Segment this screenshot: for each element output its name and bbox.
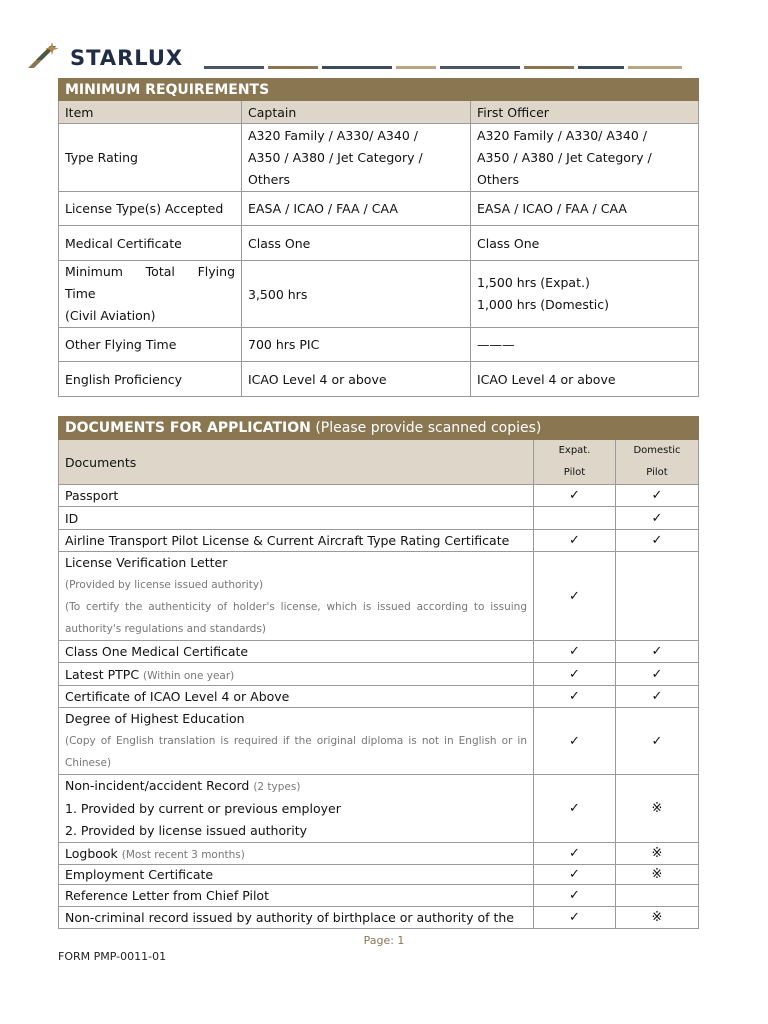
document-label: Logbook (Most recent 3 months) — [59, 843, 534, 865]
table-row — [59, 663, 699, 686]
table-row — [59, 686, 699, 708]
table-row — [59, 907, 699, 929]
captain-cell: 3,500 hrs — [242, 261, 471, 328]
captain-cell: Class One — [242, 226, 471, 261]
col-header-documents: Documents — [59, 440, 534, 485]
table-row — [59, 641, 699, 663]
requirements-title: MINIMUM REQUIREMENTS — [59, 79, 699, 101]
table-row — [59, 708, 699, 775]
expat-check-icon: ✓ — [534, 530, 616, 552]
form-number: FORM PMP-0011-01 — [58, 950, 167, 963]
documents-table — [58, 416, 699, 929]
documents-title: DOCUMENTS FOR APPLICATION (Please provide scanned copies) — [59, 417, 699, 440]
item-cell: Type Rating — [59, 124, 242, 192]
domestic-note-mark-icon: ※ — [616, 907, 699, 929]
first-officer-cell: Class One — [471, 226, 699, 261]
table-row — [59, 843, 699, 865]
table-row — [59, 261, 699, 328]
expat-check-icon: ✓ — [534, 843, 616, 865]
domestic-check-icon: ✓ — [616, 708, 699, 775]
item-cell: License Type(s) Accepted — [59, 192, 242, 226]
domestic-check-icon: ✓ — [616, 530, 699, 552]
header-stripes — [204, 66, 682, 70]
document-label: License Verification Letter (Provided by license issued authority) (To certify the authenticity of holder's license, which is issued according to issuing authority's regulations and standards) — [59, 552, 534, 641]
captain-cell: EASA / ICAO / FAA / CAA — [242, 192, 471, 226]
expat-check-icon: ✓ — [534, 641, 616, 663]
document-label: Airline Transport Pilot License & Current Aircraft Type Rating Certificate — [59, 530, 534, 552]
first-officer-cell: ICAO Level 4 or above — [471, 362, 699, 397]
table-row — [59, 328, 699, 362]
document-label: Certificate of ICAO Level 4 or Above — [59, 686, 534, 708]
domestic-note-mark-icon: ※ — [616, 775, 699, 843]
expat-check-icon: ✓ — [534, 552, 616, 641]
starlux-star-logo-icon — [26, 38, 66, 72]
document-label: Reference Letter from Chief Pilot — [59, 885, 534, 907]
expat-check-icon: ✓ — [534, 865, 616, 885]
col-header-item: Item — [59, 101, 242, 124]
table-row — [59, 226, 699, 261]
expat-check-icon: ✓ — [534, 708, 616, 775]
document-label: Latest PTPC (Within one year) — [59, 663, 534, 686]
table-row — [59, 124, 699, 192]
table-row — [59, 192, 699, 226]
captain-cell: 700 hrs PIC — [242, 328, 471, 362]
document-label: Degree of Highest Education (Copy of English translation is required if the original diploma is not in English or in Chinese) — [59, 708, 534, 775]
col-header-expat-pilot: Expat. Pilot — [534, 440, 616, 485]
expat-check-icon: ✓ — [534, 775, 616, 843]
domestic-check-icon: ✓ — [616, 663, 699, 686]
col-header-captain: Captain — [242, 101, 471, 124]
col-header-domestic-pilot: Domestic Pilot — [616, 440, 699, 485]
document-label: Class One Medical Certificate — [59, 641, 534, 663]
document-label: Non-incident/accident Record (2 types) 1. Provided by current or previous employer 2. Provided by license issued authority — [59, 775, 534, 843]
first-officer-cell: A320 Family / A330/ A340 / A350 / A380 / Jet Category / Others — [471, 124, 699, 192]
item-cell: Minimum Total Flying Time (Civil Aviation) — [59, 261, 242, 328]
expat-check-icon: ✓ — [534, 885, 616, 907]
expat-check-icon: ✓ — [534, 663, 616, 686]
table-row — [59, 485, 699, 507]
item-cell: Medical Certificate — [59, 226, 242, 261]
domestic-check-icon — [616, 552, 699, 641]
brand-logo-text: STARLUX — [70, 46, 184, 70]
document-label: Employment Certificate — [59, 865, 534, 885]
expat-check-icon: ✓ — [534, 686, 616, 708]
page-number: Page: 1 — [363, 934, 405, 947]
domestic-check-icon: ✓ — [616, 507, 699, 530]
domestic-note-mark-icon: ※ — [616, 843, 699, 865]
first-officer-cell: ——— — [471, 328, 699, 362]
table-row — [59, 885, 699, 907]
document-label: Non-criminal record issued by authority of birthplace or authority of the — [59, 907, 534, 929]
document-label: ID — [59, 507, 534, 530]
domestic-check-icon: ✓ — [616, 641, 699, 663]
domestic-note-mark-icon: ※ — [616, 865, 699, 885]
domestic-check-icon: ✓ — [616, 686, 699, 708]
table-row — [59, 507, 699, 530]
requirements-table — [58, 78, 699, 397]
domestic-check-icon: ✓ — [616, 485, 699, 507]
expat-check-icon — [534, 507, 616, 530]
first-officer-cell: 1,500 hrs (Expat.) 1,000 hrs (Domestic) — [471, 261, 699, 328]
captain-cell: ICAO Level 4 or above — [242, 362, 471, 397]
table-row — [59, 775, 699, 843]
first-officer-cell: EASA / ICAO / FAA / CAA — [471, 192, 699, 226]
table-row — [59, 865, 699, 885]
item-cell: Other Flying Time — [59, 328, 242, 362]
captain-cell: A320 Family / A330/ A340 / A350 / A380 / Jet Category / Others — [242, 124, 471, 192]
expat-check-icon: ✓ — [534, 485, 616, 507]
table-row — [59, 530, 699, 552]
domestic-check-icon — [616, 885, 699, 907]
document-label: Passport — [59, 485, 534, 507]
table-row — [59, 552, 699, 641]
item-cell: English Proficiency — [59, 362, 242, 397]
table-row — [59, 362, 699, 397]
expat-check-icon: ✓ — [534, 907, 616, 929]
col-header-first-officer: First Officer — [471, 101, 699, 124]
page-header — [26, 36, 686, 76]
